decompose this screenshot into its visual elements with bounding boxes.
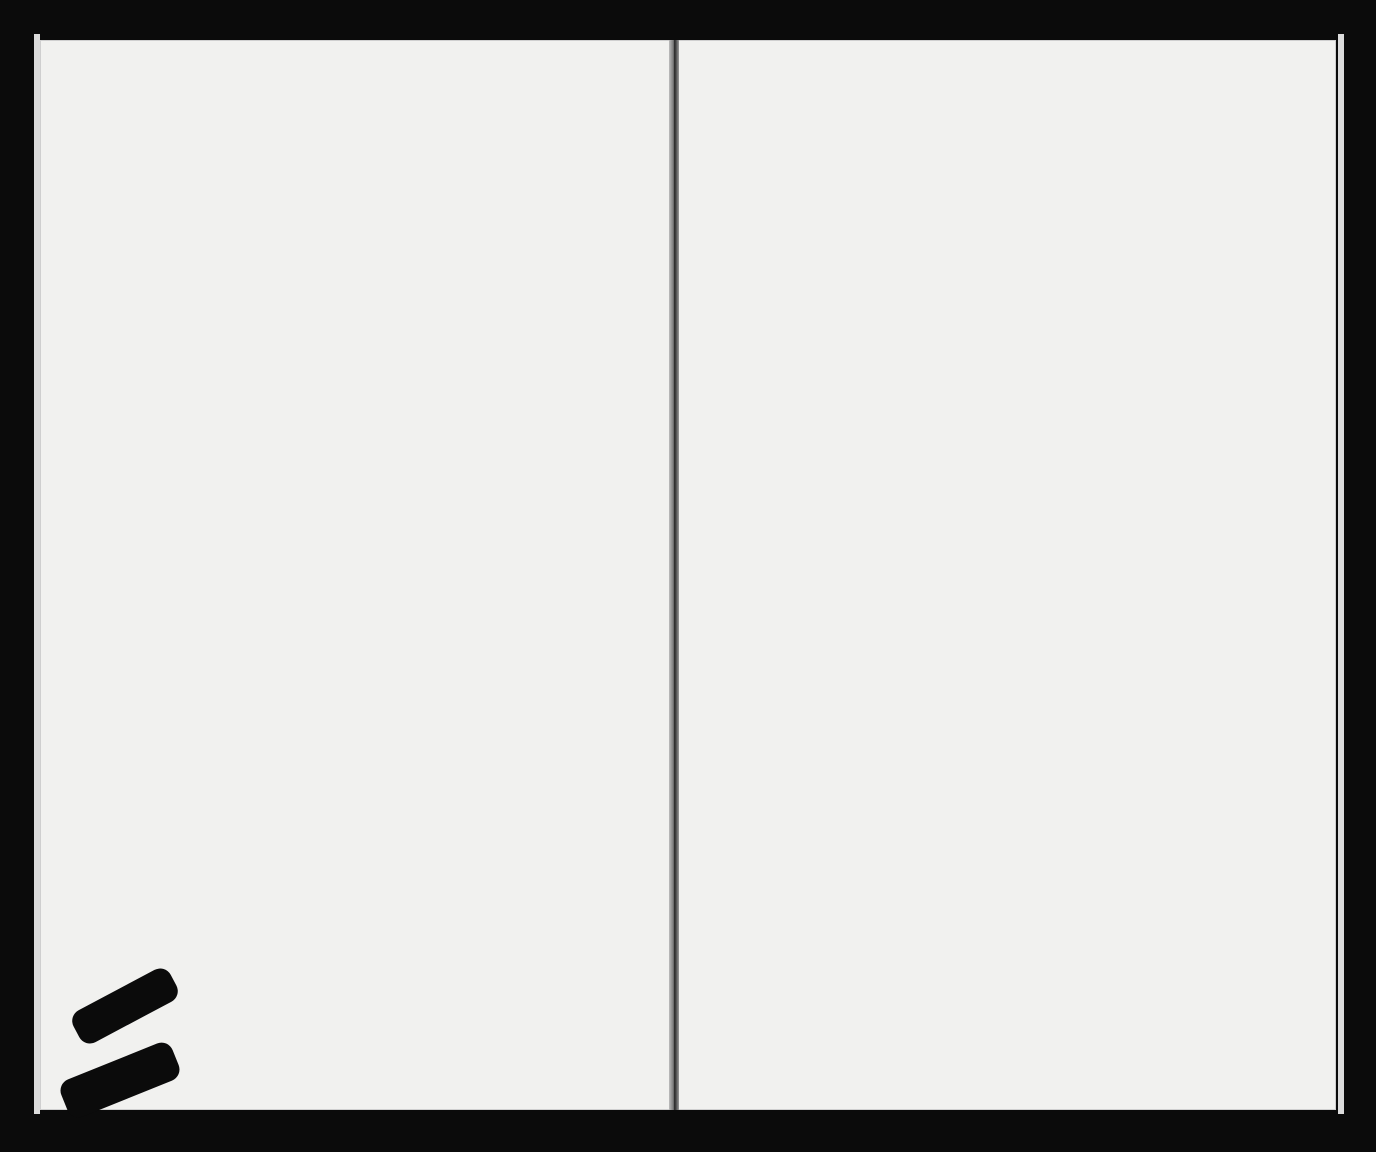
- book-spine: [669, 40, 679, 1110]
- right-page: [676, 40, 1336, 1110]
- right-page-edge: [1338, 34, 1344, 1114]
- header-col6-male: [527, 226, 541, 262]
- left-page-edge: [34, 34, 40, 1114]
- left-page: [40, 40, 672, 1110]
- header-col6-female: [541, 226, 555, 262]
